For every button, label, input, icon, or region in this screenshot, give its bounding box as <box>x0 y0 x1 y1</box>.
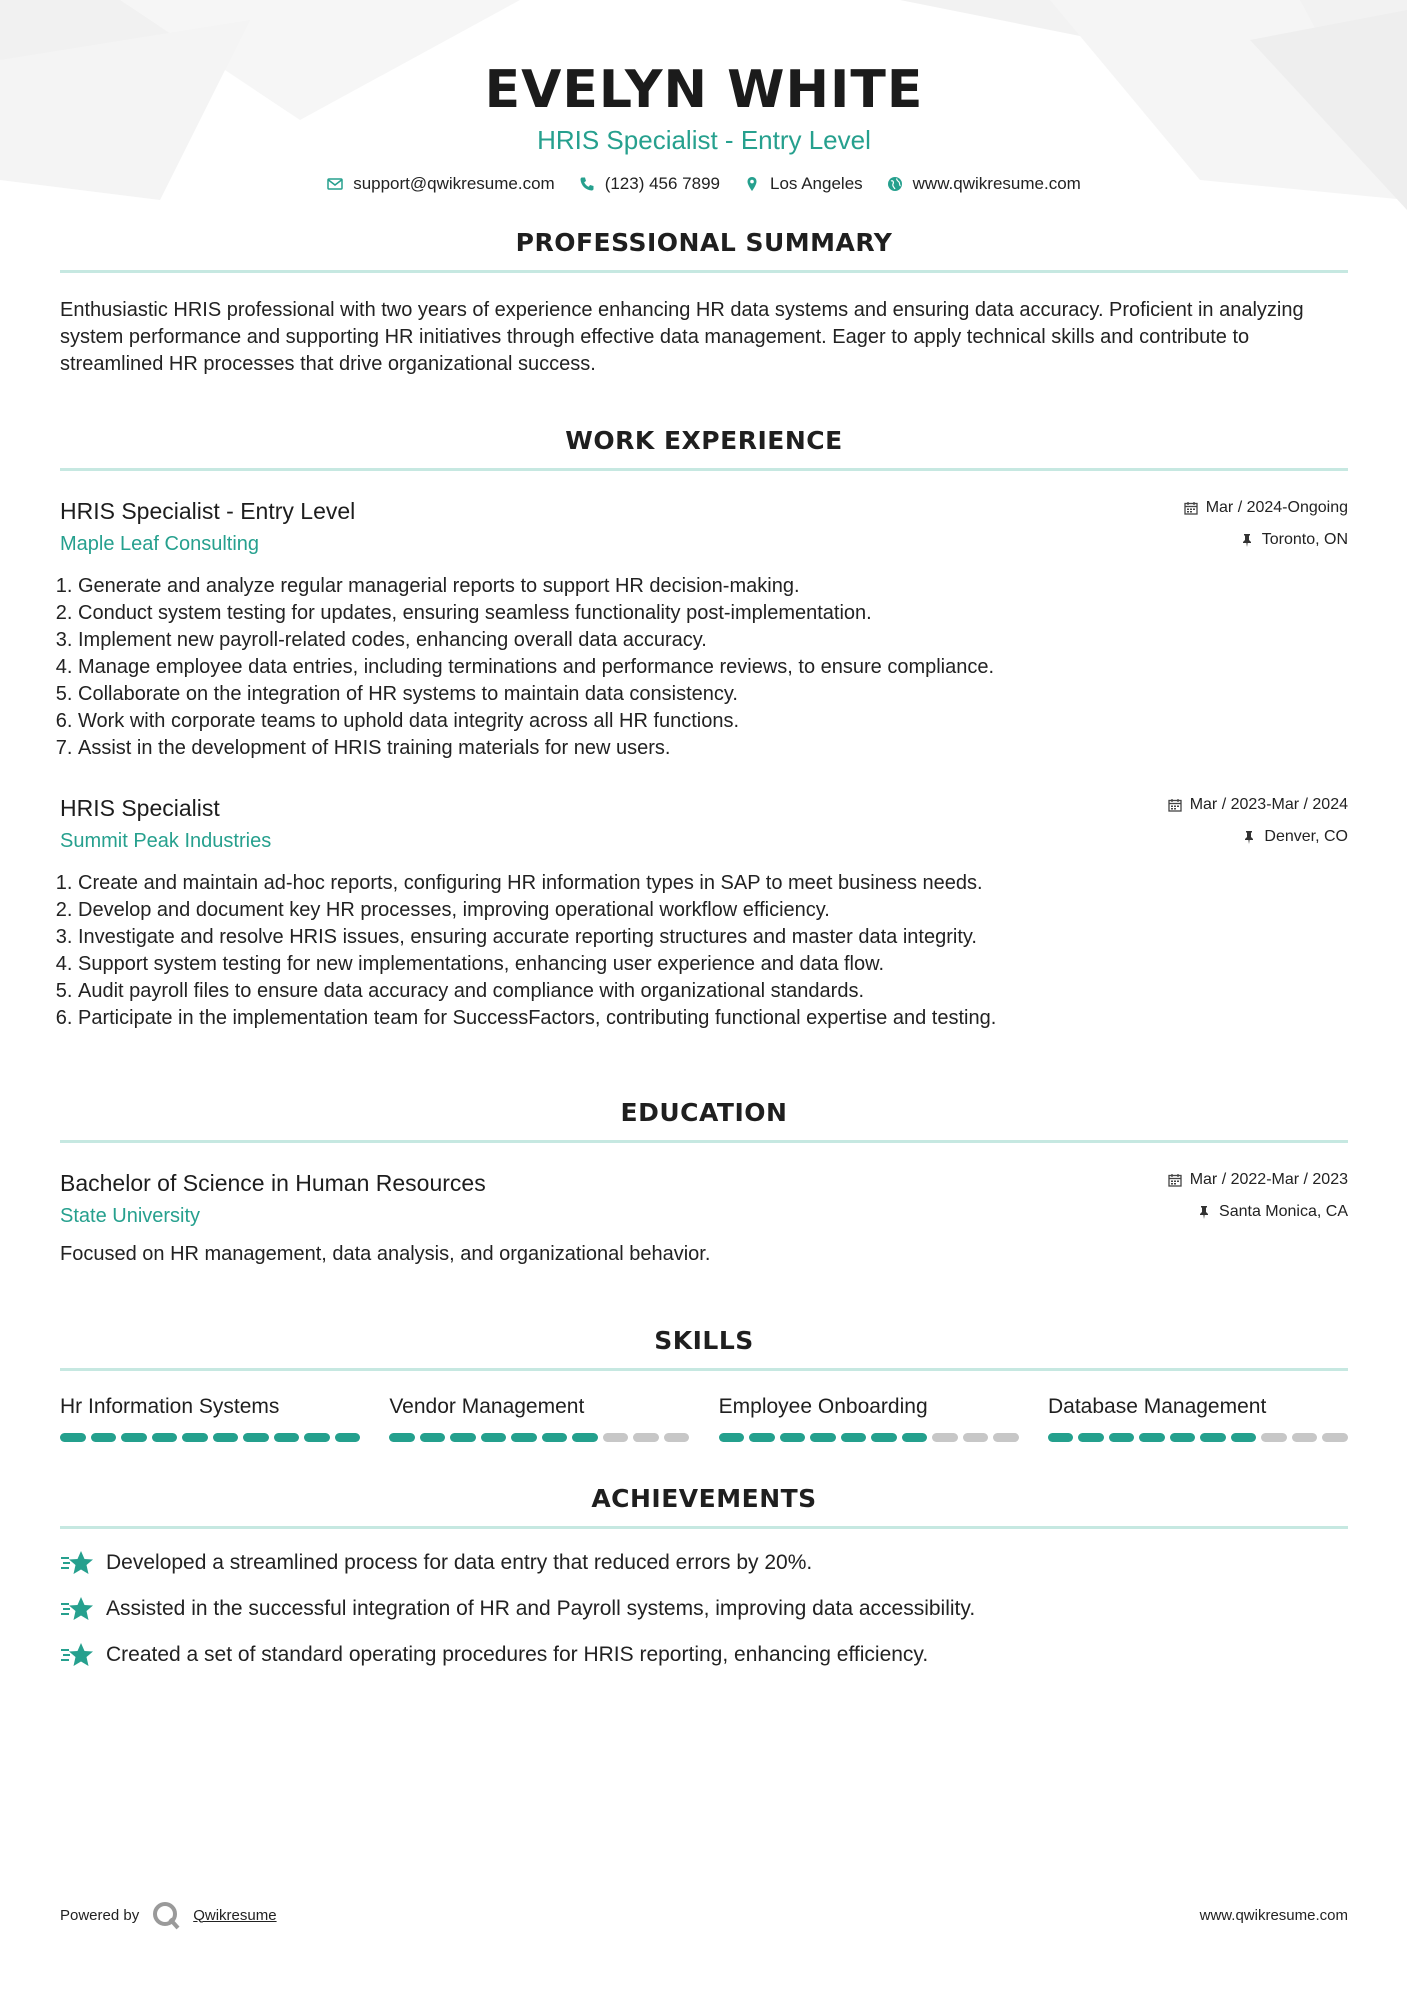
job-entry <box>60 495 1348 762</box>
location-pin-icon <box>744 176 760 192</box>
skill-level-bar <box>719 1433 1019 1442</box>
phone-icon <box>579 176 595 192</box>
skill-level-segment <box>91 1433 117 1442</box>
achievement-item <box>60 1641 1348 1669</box>
calendar-icon <box>1168 1173 1182 1187</box>
location-text: Los Angeles <box>770 174 863 193</box>
achievement-text: Created a set of standard operating procedures for HRIS reporting, enhancing efficiency. <box>106 1643 929 1666</box>
star-speed-icon <box>60 1641 94 1669</box>
education-dates: Mar / 2022-Mar / 2023 <box>1189 1171 1348 1188</box>
skill-level-segment <box>963 1433 989 1442</box>
powered-by-label: Powered by <box>60 1906 140 1924</box>
skill-level-bar <box>60 1433 360 1442</box>
section-divider <box>60 1526 1348 1529</box>
education-location: Santa Monica, CA <box>1219 1203 1348 1220</box>
candidate-title: HRIS Specialist - Entry Level <box>537 125 871 155</box>
contact-website[interactable] <box>887 174 1081 194</box>
skill-level-segment <box>572 1433 598 1442</box>
skill-level-segment <box>780 1433 806 1442</box>
job-bullets <box>60 573 1348 762</box>
calendar-icon <box>1168 798 1182 812</box>
skill-level-segment <box>664 1433 690 1442</box>
skill-item <box>719 1393 1019 1442</box>
skill-level-segment <box>481 1433 507 1442</box>
job-meta <box>1184 495 1348 553</box>
list-item: 7. Assist in the development of HRIS training materials for new users. <box>78 735 1348 762</box>
education-entry <box>60 1167 1348 1268</box>
skill-level-segment <box>810 1433 836 1442</box>
achievements-section <box>60 1482 1348 1669</box>
summary-text: Enthusiastic HRIS professional with two years of experience enhancing HR data systems and ensuring data accuracy. Proficient in analyzing system performance and supporting HR initiatives through effective data management. Eager to apply technical skills and contribute to streamlined HR processes that drive organizational success. <box>60 299 1304 375</box>
job-meta <box>1168 792 1348 850</box>
job-location: Toronto, ON <box>1261 531 1348 548</box>
skills-heading: SKILLS <box>654 1326 754 1355</box>
skill-level-segment <box>335 1433 361 1442</box>
skill-level-segment <box>121 1433 147 1442</box>
list-item: 2. Develop and document key HR processes, improving operational workflow efficiency. <box>78 897 1348 924</box>
achievement-item <box>60 1595 1348 1623</box>
list-item: 4. Support system testing for new implementations, enhancing user experience and data flow. <box>78 951 1348 978</box>
skills-section <box>60 1324 1348 1442</box>
education-heading: EDUCATION <box>620 1098 788 1127</box>
job-company: Summit Peak Industries <box>60 830 272 852</box>
job-title: HRIS Specialist - Entry Level <box>60 498 356 524</box>
job-title: HRIS Specialist <box>60 795 220 821</box>
list-item: 6. Work with corporate teams to uphold data integrity across all HR functions. <box>78 708 1348 735</box>
contact-location <box>744 174 863 194</box>
list-item: 5. Audit payroll files to ensure data accuracy and compliance with organizational standards. <box>78 978 1348 1005</box>
qwikresume-logo-icon <box>151 1900 181 1930</box>
skill-level-segment <box>420 1433 446 1442</box>
calendar-icon <box>1184 501 1198 515</box>
skill-level-segment <box>932 1433 958 1442</box>
skill-level-segment <box>603 1433 629 1442</box>
list-item: 1. Create and maintain ad-hoc reports, configuring HR information types in SAP to meet business needs. <box>78 870 1348 897</box>
skill-level-segment <box>274 1433 300 1442</box>
summary-heading: PROFESSIONAL SUMMARY <box>515 228 893 257</box>
section-divider <box>60 270 1348 273</box>
section-divider <box>60 1368 1348 1371</box>
website-text: www.qwikresume.com <box>912 174 1081 193</box>
skill-level-segment <box>1231 1433 1257 1442</box>
skill-name: Hr Information Systems <box>60 1395 280 1418</box>
skill-level-segment <box>1200 1433 1226 1442</box>
skill-name: Database Management <box>1047 1395 1267 1418</box>
powered-by <box>60 1900 277 1930</box>
skill-level-bar <box>1048 1433 1348 1442</box>
pushpin-icon <box>1197 1205 1211 1219</box>
list-item: 5. Collaborate on the integration of HR systems to maintain data consistency. <box>78 681 1348 708</box>
achievement-text: Assisted in the successful integration of HR and Payroll systems, improving data accessibility. <box>106 1597 976 1620</box>
skill-name: Vendor Management <box>389 1395 585 1418</box>
skill-level-segment <box>450 1433 476 1442</box>
achievement-item <box>60 1549 1348 1577</box>
job-entry <box>60 792 1348 1032</box>
skill-level-segment <box>60 1433 86 1442</box>
footer-website[interactable]: www.qwikresume.com <box>1199 1906 1348 1924</box>
section-divider <box>60 468 1348 471</box>
skill-level-segment <box>902 1433 928 1442</box>
skills-list <box>60 1393 1348 1442</box>
pushpin-icon <box>1240 533 1254 547</box>
resume-header <box>60 0 1348 194</box>
skill-level-segment <box>304 1433 330 1442</box>
skill-level-bar <box>389 1433 689 1442</box>
brand-link[interactable]: Qwikresume <box>193 1906 277 1924</box>
list-item: 1. Generate and analyze regular managerial reports to support HR decision-making. <box>78 573 1348 600</box>
star-speed-icon <box>60 1595 94 1623</box>
skill-level-segment <box>1139 1433 1165 1442</box>
skill-level-segment <box>182 1433 208 1442</box>
skill-level-segment <box>389 1433 415 1442</box>
list-item: 6. Participate in the implementation team for SuccessFactors, contributing functional expertise and testing. <box>78 1005 1348 1032</box>
education-description: Focused on HR management, data analysis, and organizational behavior. <box>60 1243 711 1265</box>
skill-level-segment <box>1261 1433 1287 1442</box>
school-name: State University <box>60 1205 201 1227</box>
skill-level-segment <box>152 1433 178 1442</box>
skill-level-segment <box>841 1433 867 1442</box>
skill-level-segment <box>749 1433 775 1442</box>
skill-level-segment <box>213 1433 239 1442</box>
section-divider <box>60 1140 1348 1143</box>
skill-name: Employee Onboarding <box>718 1395 928 1418</box>
skill-level-segment <box>1292 1433 1318 1442</box>
achievements-list <box>60 1549 1348 1669</box>
email-text: support@qwikresume.com <box>353 174 555 193</box>
skill-level-segment <box>1322 1433 1348 1442</box>
pushpin-icon <box>1242 830 1256 844</box>
contact-phone[interactable] <box>579 174 720 194</box>
skill-level-segment <box>633 1433 659 1442</box>
job-dates: Mar / 2024-Ongoing <box>1205 499 1348 516</box>
achievements-heading: ACHIEVEMENTS <box>591 1484 817 1513</box>
list-item: 3. Investigate and resolve HRIS issues, ensuring accurate reporting structures and master data integrity. <box>78 924 1348 951</box>
education-section <box>60 1096 1348 1268</box>
job-dates: Mar / 2023-Mar / 2024 <box>1189 796 1348 813</box>
list-item: 2. Conduct system testing for updates, ensuring seamless functionality post-implementation. <box>78 600 1348 627</box>
mail-icon <box>327 176 343 192</box>
resume-page <box>60 0 1348 1687</box>
job-company: Maple Leaf Consulting <box>60 533 260 555</box>
skill-item <box>1048 1393 1348 1442</box>
candidate-name: EVELYN WHITE <box>484 60 924 120</box>
skill-item <box>389 1393 689 1442</box>
contact-email[interactable] <box>327 174 555 194</box>
list-item: 4. Manage employee data entries, including terminations and performance reviews, to ensure compliance. <box>78 654 1348 681</box>
job-bullets <box>60 870 1348 1032</box>
degree-title: Bachelor of Science in Human Resources <box>60 1170 486 1196</box>
achievement-text: Developed a streamlined process for data entry that reduced errors by 20%. <box>106 1551 813 1574</box>
education-meta <box>1168 1167 1348 1225</box>
skill-level-segment <box>243 1433 269 1442</box>
globe-icon <box>887 176 903 192</box>
summary-section <box>60 226 1348 378</box>
experience-section <box>60 424 1348 1032</box>
skill-level-segment <box>1048 1433 1074 1442</box>
page-footer <box>60 1900 1348 1930</box>
skill-level-segment <box>993 1433 1019 1442</box>
experience-heading: WORK EXPERIENCE <box>565 426 843 455</box>
skill-level-segment <box>871 1433 897 1442</box>
skill-level-segment <box>1170 1433 1196 1442</box>
skill-level-segment <box>511 1433 537 1442</box>
skill-item <box>60 1393 360 1442</box>
skill-level-segment <box>1109 1433 1135 1442</box>
skill-level-segment <box>1078 1433 1104 1442</box>
job-location: Denver, CO <box>1264 828 1348 845</box>
contact-bar <box>60 174 1348 194</box>
phone-text: (123) 456 7899 <box>604 174 721 193</box>
star-speed-icon <box>60 1549 94 1577</box>
list-item: 3. Implement new payroll-related codes, enhancing overall data accuracy. <box>78 627 1348 654</box>
skill-level-segment <box>542 1433 568 1442</box>
skill-level-segment <box>719 1433 745 1442</box>
